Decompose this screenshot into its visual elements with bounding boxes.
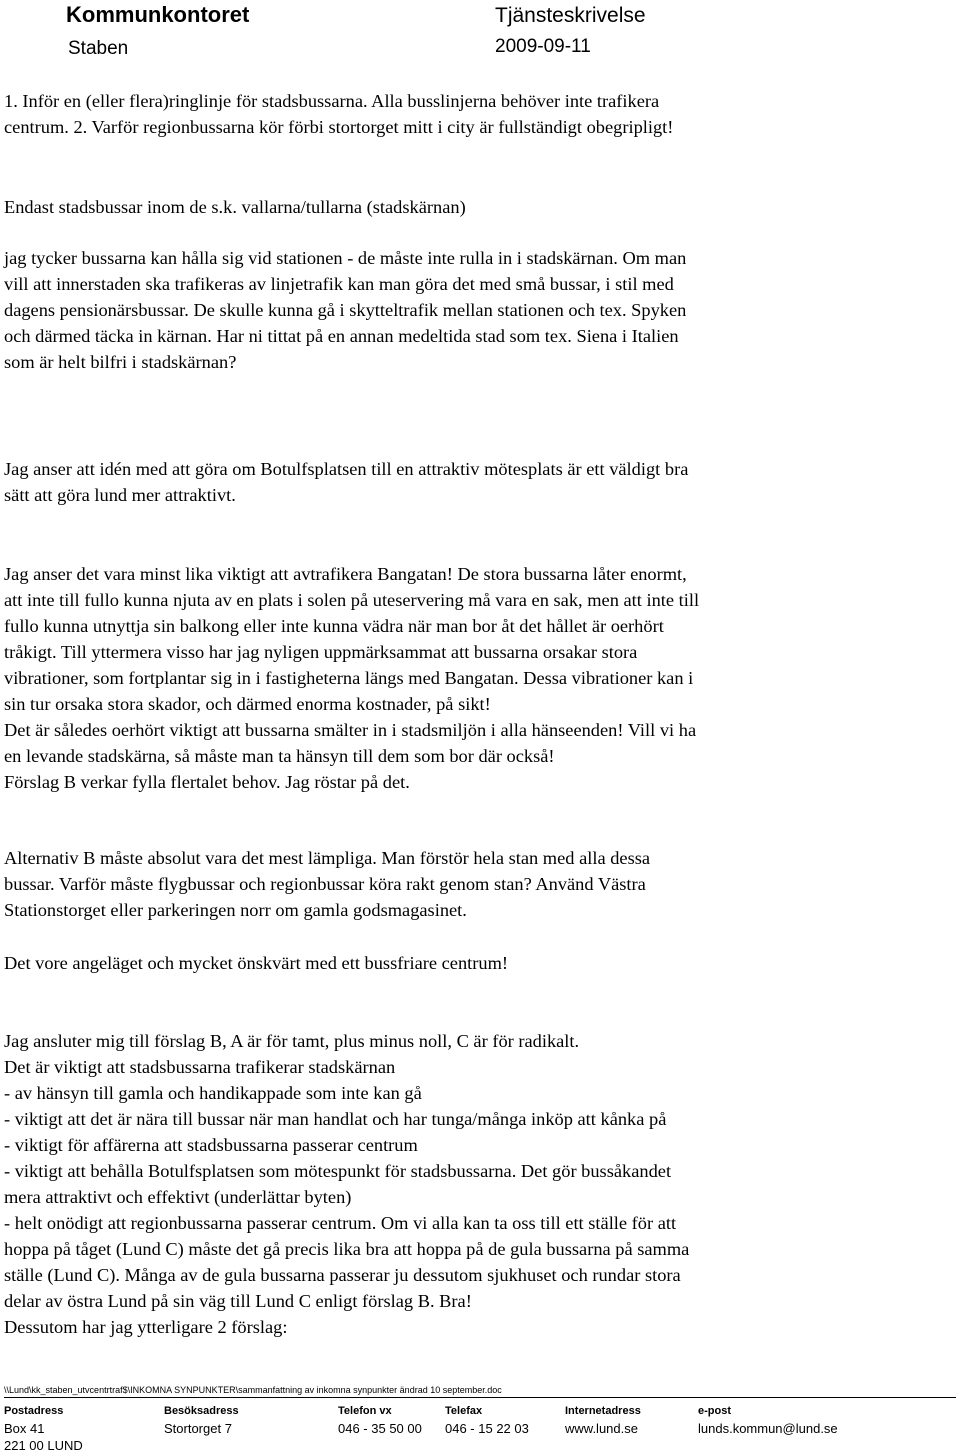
text-line: sin tur orsaka stora skador, och därmed enorma kostnader, på sikt!	[4, 694, 491, 714]
footer-column-heading: e-post	[698, 1405, 731, 1417]
text-line: - viktigt att behålla Botulfsplatsen som mötespunkt för stadsbussarna. Det gör bussåkandet	[4, 1161, 672, 1181]
text-section	[4, 845, 956, 923]
text-line: Det vore angeläget och mycket önskvärt med ett bussfriare centrum!	[4, 953, 509, 973]
text-section	[4, 88, 956, 140]
department-name: Staben	[68, 38, 129, 59]
footer-column-value: Box 41	[4, 1421, 45, 1436]
text-line: Det är således oerhört viktigt att bussarna smälter in i stadsmiljön i alla hänseenden! Vill vi ha	[4, 720, 697, 740]
text-line: Jag anser det vara minst lika viktigt att avtrafikera Bangatan! De stora bussarna låter enormt,	[4, 564, 687, 584]
text-line: Endast stadsbussar inom de s.k. vallarna/tullarna (stadskärnan)	[4, 197, 466, 217]
footer-column-heading: Besöksadress	[164, 1405, 239, 1417]
text-section	[4, 950, 956, 976]
text-line: 1. Inför en (eller flera)ringlinje för stadsbussarna. Alla busslinjerna behöver inte trafikera	[4, 91, 660, 111]
text-line: - viktigt för affärerna att stadsbussarna passerar centrum	[4, 1135, 418, 1155]
footer-column-website	[565, 1403, 641, 1437]
text-line: sätt att göra lund mer attraktivt.	[4, 485, 236, 505]
footer-column-heading: Telefon vx	[338, 1405, 392, 1417]
text-line: dagens pensionärsbussar. De skulle kunna gå i skytteltrafik mellan stationen och tex. Spyken	[4, 300, 687, 320]
text-line: - viktigt att det är nära till bussar när man handlat och har tunga/många inköp att kånka på	[4, 1109, 667, 1129]
text-line: Stationstorget eller parkeringen norr om gamla godsmagasinet.	[4, 900, 467, 920]
text-line: Förslag B verkar fylla flertalet behov. Jag röstar på det.	[4, 772, 410, 792]
text-line: jag tycker bussarna kan hålla sig vid stationen - de måste inte rulla in i stadskärnan. Om man	[4, 248, 687, 268]
text-line: en levande stadskärna, så måste man ta hänsyn till dem som bor där också!	[4, 746, 555, 766]
footer-column-value: 221 00 LUND	[4, 1438, 83, 1453]
text-line: och därmed täcka in kärnan. Har ni tittat på en annan medeltida stad som tex. Siena i Italien	[4, 326, 679, 346]
footer-column-heading: Telefax	[445, 1405, 483, 1417]
footer-column-value: www.lund.se	[565, 1421, 638, 1436]
text-section	[4, 245, 956, 375]
footer-column-fax	[445, 1403, 529, 1437]
text-line: vill att innerstaden ska trafikeras av linjetrafik kan man göra det med små bussar, i stil med	[4, 274, 674, 294]
text-line: - av hänsyn till gamla och handikappade som inte kan gå	[4, 1083, 422, 1103]
footer-column-value: 046 - 35 50 00	[338, 1421, 422, 1436]
footer-column-postal-address	[4, 1403, 83, 1454]
footer-column-heading: Internetadress	[565, 1405, 641, 1417]
text-line: vibrationer, som fortplantar sig in i fastigheterna längs med Bangatan. Dessa vibrationer kan i	[4, 668, 694, 688]
footer-column-value: 046 - 15 22 03	[445, 1421, 529, 1436]
footer-column-email	[698, 1403, 838, 1437]
text-line: - helt onödigt att regionbussarna passerar centrum. Om vi alla kan ta oss till ett ställe för att	[4, 1213, 677, 1233]
text-line: tråkigt. Till yttermera visso har jag nyligen uppmärksammat att bussarna orsakar stora	[4, 642, 638, 662]
text-line: Dessutom har jag ytterligare 2 förslag:	[4, 1317, 288, 1337]
footer-column-heading: Postadress	[4, 1405, 64, 1417]
text-line: fullo kunna utnyttja sin balkong eller inte kunna vädra när man bor åt det hållet är oerhört	[4, 616, 664, 636]
text-section	[4, 194, 956, 220]
text-line: hoppa på tåget (Lund C) måste det gå precis lika bra att hoppa på de gula bussarna på samma	[4, 1239, 690, 1259]
text-line: centrum. 2. Varför regionbussarna kör förbi stortorget mitt i city är fullständigt obegripligt!	[4, 117, 674, 137]
footer-column-value: lunds.kommun@lund.se	[698, 1421, 838, 1436]
footer-file-path: \\Lund\kk_staben_utvcentrtraf$\INKOMNA SYNPUNKTER\sammanfattning av inkomna synpunkter ändrad 10 september.doc	[4, 1385, 502, 1395]
text-line: delar av östra Lund på sin väg till Lund C enligt förslag B. Bra!	[4, 1291, 472, 1311]
text-line: att inte till fullo kunna njuta av en plats i solen på uteservering må vara en sak, men att inte till	[4, 590, 700, 610]
text-line: Alternativ B måste absolut vara det mest lämpliga. Man förstör hela stan med alla dessa	[4, 848, 651, 868]
text-line: bussar. Varför måste flygbussar och regionbussar köra rakt genom stan? Använd Västra	[4, 874, 646, 894]
organization-name: Kommunkontoret	[66, 2, 250, 27]
document-date: 2009-09-11	[495, 36, 591, 57]
text-line: Jag ansluter mig till förslag B, A är för tamt, plus minus noll, C är för radikalt.	[4, 1031, 580, 1051]
text-section	[4, 1028, 956, 1340]
footer-column-value: Stortorget 7	[164, 1421, 232, 1436]
footer-divider	[4, 1397, 956, 1398]
text-section	[4, 561, 956, 795]
text-line: Jag anser att idén med att göra om Botulfsplatsen till en attraktiv mötesplats är ett väldigt bra	[4, 459, 689, 479]
text-line: Det är viktigt att stadsbussarna trafikerar stadskärnan	[4, 1057, 396, 1077]
text-section	[4, 456, 956, 508]
text-line: ställe (Lund C). Många av de gula bussarna passerar ju dessutom sjukhuset och rundar stora	[4, 1265, 681, 1285]
footer-column-phone	[338, 1403, 422, 1437]
document-type: Tjänsteskrivelse	[495, 4, 646, 27]
text-line: som är helt bilfri i stadskärnan?	[4, 352, 237, 372]
text-line: mera attraktivt och effektivt (underlättar byten)	[4, 1187, 352, 1207]
footer-column-visiting-address	[164, 1403, 239, 1437]
